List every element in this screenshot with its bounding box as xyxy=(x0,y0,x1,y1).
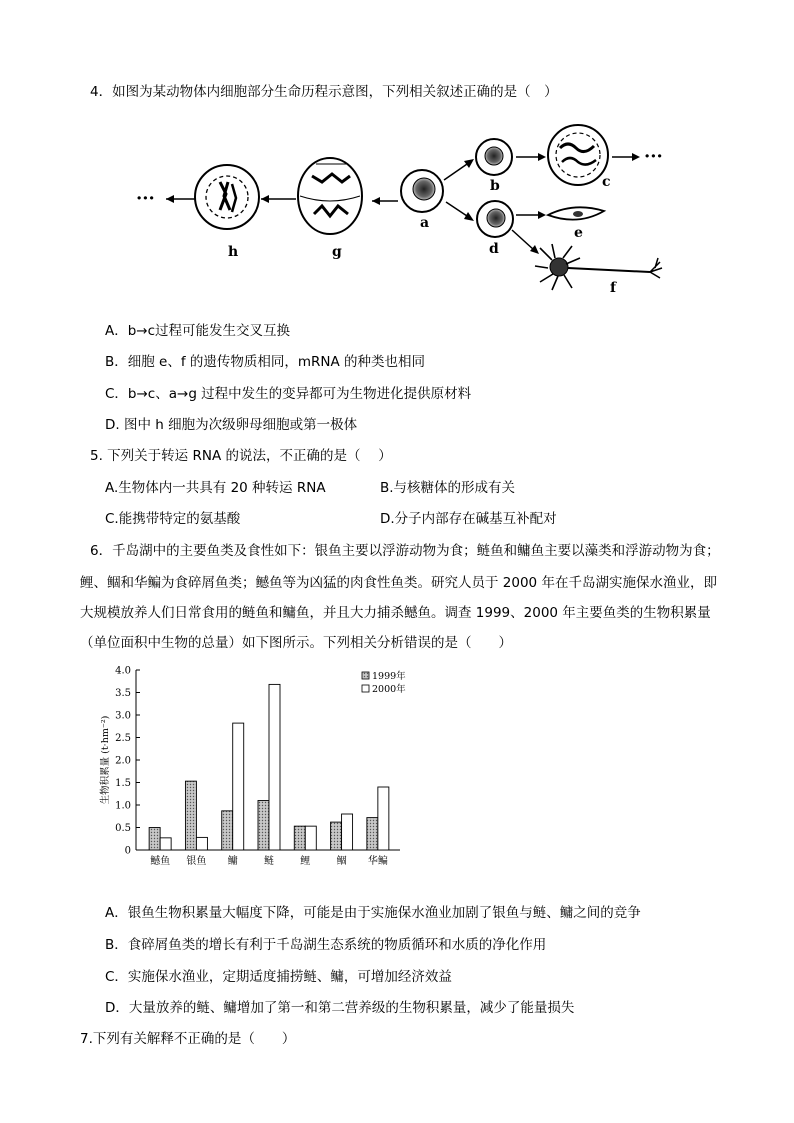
q6-stem-line-3: 大规模放养人们日常食用的鲢鱼和鳙鱼，并且大力捕杀鳡鱼。调查 1999、2000 年主要鱼类的生物积累量 xyxy=(80,605,711,621)
figure-dots-left: ··· xyxy=(136,188,155,209)
q6-option-b: B．食碎屑鱼类的增长有利于千岛湖生态系统的物质循环和水质的净化作用 xyxy=(105,937,547,953)
x-tick-label: 鲢 xyxy=(264,856,274,867)
bar-series-2 xyxy=(160,838,171,850)
q5-option-b: B.与核糖体的形成有关 xyxy=(380,480,516,496)
legend-swatch xyxy=(362,672,369,679)
legend-swatch xyxy=(362,685,369,692)
q5-option-c: C.能携带特定的氨基酸 xyxy=(105,511,241,527)
bar-series-2 xyxy=(342,814,353,850)
q4-option-a: A．b→c过程可能发生交叉互换 xyxy=(105,323,291,339)
q4-option-d: D. 图中 h 细胞为次级卵母细胞或第一极体 xyxy=(105,417,358,433)
bar-series-2 xyxy=(196,837,207,850)
q5-option-d: D.分子内部存在碱基互补配对 xyxy=(380,511,557,527)
label-c: c xyxy=(602,174,611,190)
cell-a xyxy=(401,170,443,212)
cell-f-neuron xyxy=(535,244,662,290)
x-tick-label: 鳙 xyxy=(227,856,238,867)
y-tick-label: 3.5 xyxy=(115,688,131,699)
bar-series-1 xyxy=(258,801,269,851)
cell-g xyxy=(298,158,362,234)
y-tick-label: 3.0 xyxy=(115,710,131,722)
bar-series-2 xyxy=(269,684,280,850)
y-tick-label: 0 xyxy=(124,845,131,857)
y-tick-label: 4.0 xyxy=(115,665,131,677)
label-e: e xyxy=(574,225,583,241)
fish-biomass-chart xyxy=(90,660,410,870)
bar-series-2 xyxy=(233,723,244,850)
bar-series-1 xyxy=(222,811,233,850)
bar-series-1 xyxy=(185,781,196,850)
x-tick-label: 银鱼 xyxy=(186,856,207,867)
q6-stem-line-1: 6．千岛湖中的主要鱼类及食性如下：银鱼主要以浮游动物为食；鲢鱼和鳙鱼主要以藻类和浮游动物为食； xyxy=(90,543,720,559)
label-d: d xyxy=(489,241,499,257)
cell-life-history-figure xyxy=(0,110,794,330)
q7-stem: 7.下列有关解释不正确的是（ ） xyxy=(80,1031,296,1047)
cell-b xyxy=(476,139,512,175)
q5-option-a: A.生物体内一共具有 20 种转运 RNA xyxy=(105,480,326,496)
figure-dots-right: ··· xyxy=(644,146,663,167)
legend-label: 2000年 xyxy=(372,684,406,695)
y-tick-label: 1.5 xyxy=(115,778,131,789)
cell-h xyxy=(195,165,259,229)
label-b: b xyxy=(490,178,500,194)
q5-stem: 5. 下列关于转运 RNA 的说法，不正确的是（ ） xyxy=(90,448,392,464)
q6-stem-line-2: 鲤、鲴和华鳊为食碎屑鱼类；鳡鱼等为凶猛的肉食性鱼类。研究人员于 2000 年在千岛湖实施保水渔业，即 xyxy=(80,575,717,591)
bar-series-2 xyxy=(378,787,389,850)
cell-e xyxy=(548,207,604,219)
q4-option-c: C．b→c、a→g 过程中发生的变异都可为生物进化提供原材料 xyxy=(105,386,472,402)
bar-series-1 xyxy=(294,826,305,850)
cell-c xyxy=(548,125,608,185)
bar-series-1 xyxy=(331,822,342,850)
bar-series-1 xyxy=(149,828,160,851)
label-a: a xyxy=(420,215,430,231)
y-tick-label: 2.0 xyxy=(115,755,131,767)
y-axis-label: 生物积累量 (t·hm⁻²) xyxy=(100,715,111,805)
legend-label: 1999年 xyxy=(372,671,406,682)
q6-option-c: C．实施保水渔业，定期适度捕捞鲢、鳙，可增加经济效益 xyxy=(105,969,452,985)
q6-option-d: D．大量放养的鲢、鳙增加了第一和第二营养级的生物积累量，减少了能量损失 xyxy=(105,1000,575,1016)
x-tick-label: 鲤 xyxy=(300,856,311,867)
y-tick-label: 2.5 xyxy=(115,733,131,744)
q4-option-b: B．细胞 e、f 的遗传物质相同，mRNA 的种类也相同 xyxy=(105,354,426,370)
y-tick-label: 1.0 xyxy=(115,800,131,812)
label-g: g xyxy=(332,244,342,260)
x-tick-label: 鲴 xyxy=(336,856,347,867)
bar-series-1 xyxy=(367,818,378,850)
bar-series-2 xyxy=(305,826,316,850)
label-f: f xyxy=(610,280,617,296)
q6-stem-line-4: （单位面积中生物的总量）如下图所示。下列相关分析错误的是（ ） xyxy=(80,635,512,651)
x-tick-label: 华鳊 xyxy=(367,856,388,867)
x-tick-label: 鳡鱼 xyxy=(150,856,171,867)
y-tick-label: 0.5 xyxy=(115,823,131,834)
label-h: h xyxy=(228,244,239,260)
q4-stem: 4．如图为某动物体内细胞部分生命历程示意图，下列相关叙述正确的是（ ） xyxy=(90,84,558,100)
cell-d xyxy=(477,201,513,237)
q6-option-a: A．银鱼生物积累量大幅度下降，可能是由于实施保水渔业加剧了银鱼与鲢、鳙之间的竞争 xyxy=(105,905,641,921)
